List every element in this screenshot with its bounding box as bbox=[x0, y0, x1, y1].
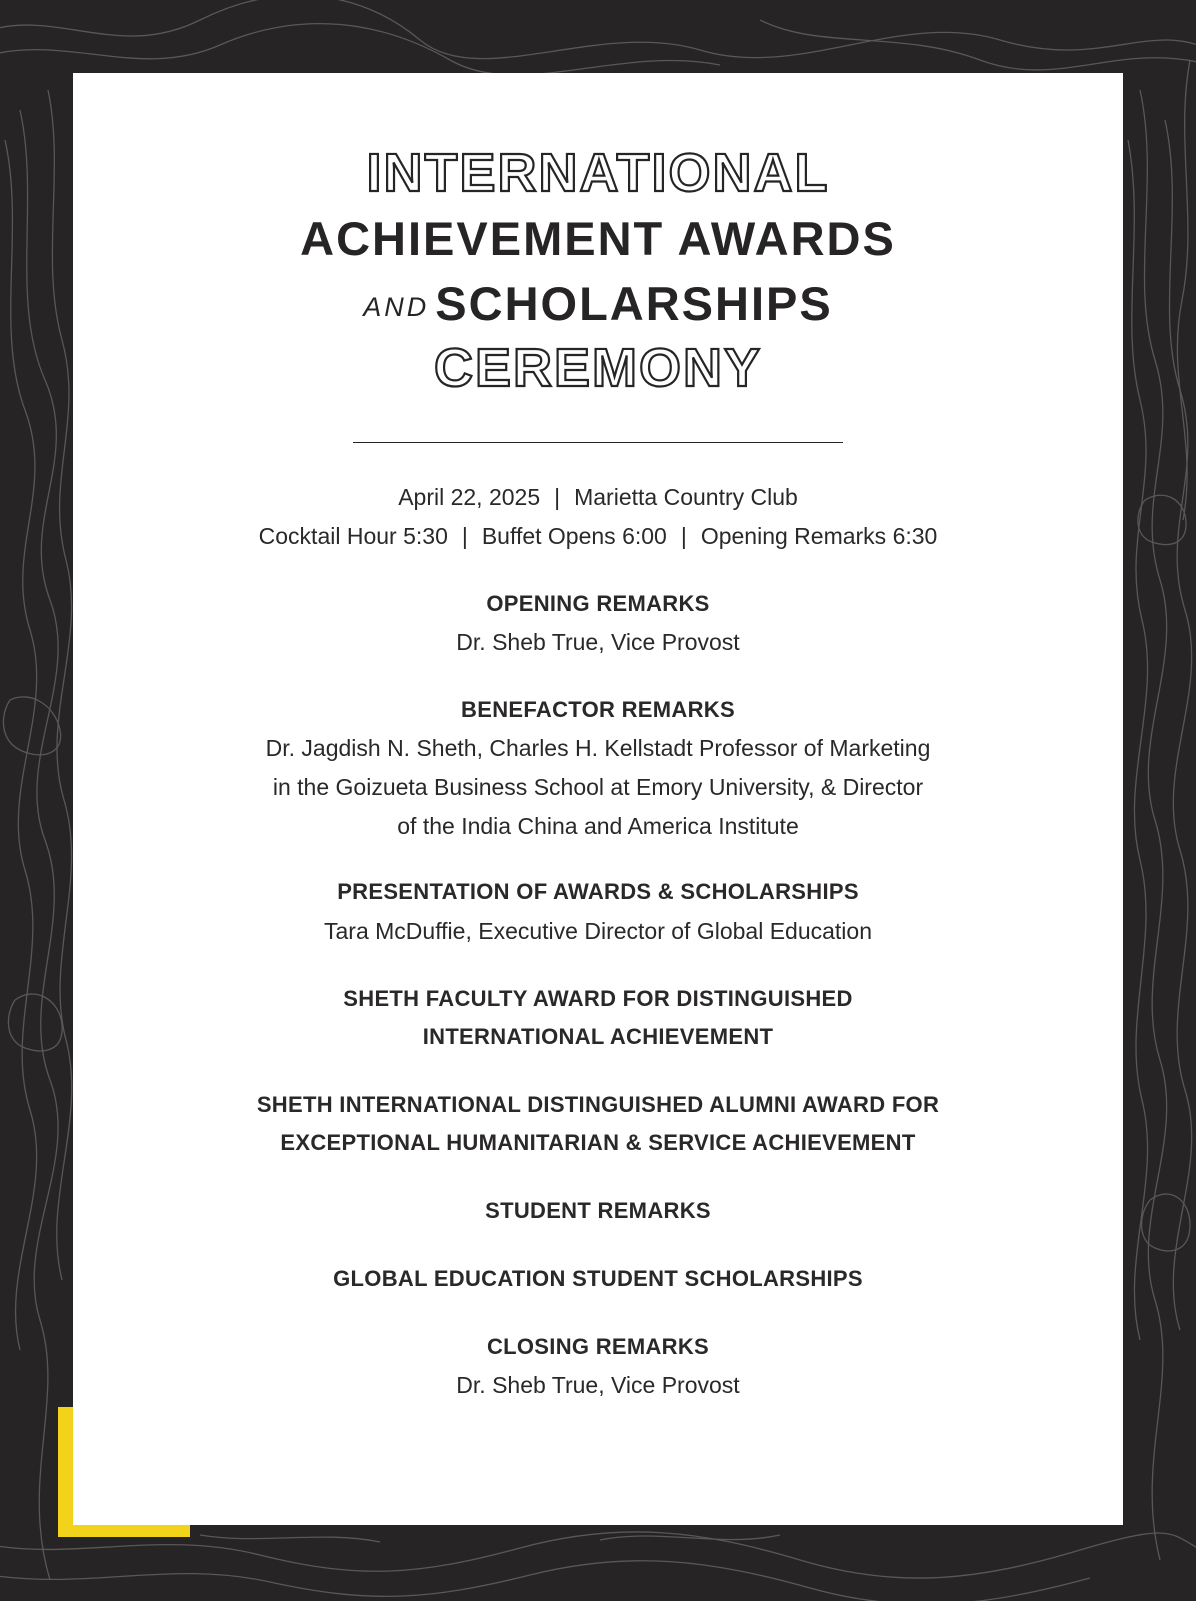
section-detail: in the Goizueta Business School at Emory University, & Director bbox=[272, 774, 924, 800]
section-heading: GLOBAL EDUCATION STUDENT SCHOLARSHIPS bbox=[333, 1266, 863, 1291]
section-heading: OPENING REMARKS bbox=[486, 591, 710, 616]
section-detail: Dr. Sheb True, Vice Provost bbox=[456, 1372, 740, 1398]
section-detail: of the India China and America Institute bbox=[397, 813, 799, 839]
separator: | bbox=[680, 523, 687, 549]
event-cocktail: Cocktail Hour 5:30 bbox=[258, 523, 448, 549]
event-venue: Marietta Country Club bbox=[574, 484, 798, 510]
section-heading: EXCEPTIONAL HUMANITARIAN & SERVICE ACHIEVEMENT bbox=[280, 1130, 916, 1155]
event-schedule bbox=[73, 522, 1123, 550]
event-buffet: Buffet Opens 6:00 bbox=[481, 523, 667, 549]
title-achievement-awards: ACHIEVEMENT AWARDS bbox=[300, 212, 896, 265]
title-ceremony: CEREMONY bbox=[433, 338, 763, 398]
section-detail: Dr. Jagdish N. Sheth, Charles H. Kellstadt Professor of Marketing bbox=[265, 735, 931, 761]
title-international: INTERNATIONAL bbox=[366, 143, 830, 203]
section-detail: Dr. Sheb True, Vice Provost bbox=[456, 629, 740, 655]
section-heading: INTERNATIONAL ACHIEVEMENT bbox=[422, 1024, 774, 1049]
section-heading: BENEFACTOR REMARKS bbox=[461, 697, 735, 722]
title-and: AND bbox=[363, 292, 430, 322]
title-scholarships-line bbox=[73, 277, 1123, 330]
title-divider bbox=[353, 442, 843, 443]
event-date: April 22, 2025 bbox=[398, 484, 541, 510]
separator: | bbox=[554, 484, 561, 510]
section-heading: SHETH INTERNATIONAL DISTINGUISHED ALUMNI AWARD FOR bbox=[256, 1092, 940, 1117]
section-heading: SHETH FACULTY AWARD FOR DISTINGUISHED bbox=[343, 986, 853, 1011]
section-heading: CLOSING REMARKS bbox=[486, 1334, 710, 1359]
event-date-venue bbox=[73, 483, 1123, 511]
event-opening: Opening Remarks 6:30 bbox=[700, 523, 938, 549]
section-heading: STUDENT REMARKS bbox=[485, 1198, 711, 1223]
title-scholarships: SCHOLARSHIPS bbox=[435, 277, 833, 330]
program-panel bbox=[73, 73, 1123, 1525]
separator: | bbox=[461, 523, 468, 549]
section-detail: Tara McDuffie, Executive Director of Global Education bbox=[324, 918, 872, 944]
section-heading: PRESENTATION OF AWARDS & SCHOLARSHIPS bbox=[337, 879, 859, 904]
